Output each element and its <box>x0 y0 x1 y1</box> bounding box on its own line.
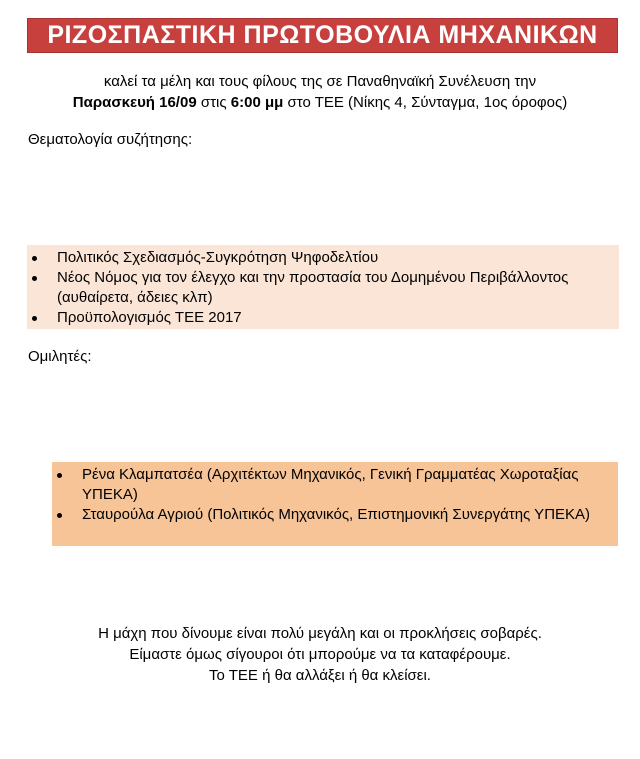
meeting-time: 6:00 μμ <box>230 94 284 111</box>
topics-label: Θεματολογία συζήτησης: <box>28 131 193 148</box>
speakers-box <box>52 462 618 546</box>
closing-line-3: Το ΤΕΕ ή θα αλλάξει ή θα κλείσει. <box>209 667 431 684</box>
header-banner <box>27 18 618 53</box>
meeting-day: Παρασκευή 16/09 <box>72 94 197 111</box>
meeting-venue: στο ΤΕΕ (Νίκης 4, Σύνταγμα, 1ος όροφος) <box>283 94 568 111</box>
list-item <box>27 308 619 328</box>
invitation-text <box>20 71 620 113</box>
bullet-icon <box>32 316 37 321</box>
speaker-text: Ρένα Κλαμπατσέα (Αρχιτέκτων Μηχανικός, Γενική Γραμματέας Χωροταξίας ΥΠΕΚΑ) <box>82 466 579 503</box>
topics-box <box>27 245 619 329</box>
closing-line-1: Η μάχη που δίνουμε είναι πολύ μεγάλη και οι προκλήσεις σοβαρές. <box>98 625 542 642</box>
speakers-list <box>52 462 618 525</box>
invitation-line-1: καλεί τα μέλη και τους φίλους της σε Παναθηναϊκή Συνέλευση την <box>103 73 537 90</box>
bullet-icon <box>57 473 62 478</box>
invitation-line-2 <box>20 92 620 113</box>
topic-text: Πολιτικός Σχεδιασμός-Συγκρότηση Ψηφοδελτίου <box>57 249 379 266</box>
closing-line-2: Είμαστε όμως σίγουροι ότι μπορούμε να τα καταφέρουμε. <box>129 646 511 663</box>
closing-text <box>20 623 620 686</box>
topic-text: Προϋπολογισμός ΤΕΕ 2017 <box>57 309 242 326</box>
list-item <box>27 268 619 308</box>
list-item <box>52 505 610 525</box>
speaker-text: Σταυρούλα Αγριού (Πολιτικός Μηχανικός, Επιστημονική Συνεργάτης ΥΠΕΚΑ) <box>82 506 591 523</box>
list-item <box>27 248 619 268</box>
invitation-at: στις <box>196 94 231 111</box>
page-title: ΡΙΖΟΣΠΑΣΤΙΚΗ ΠΡΩΤΟΒΟΥΛΙΑ ΜΗΧΑΝΙΚΩΝ <box>47 21 598 49</box>
bullet-icon <box>32 256 37 261</box>
bullet-icon <box>57 513 62 518</box>
list-item <box>52 465 610 505</box>
topic-text: Νέος Νόμος για τον έλεγχο και την προστασία του Δομημένου Περιβάλλοντος (αυθαίρετα, άδειες κλπ) <box>57 269 569 306</box>
speakers-label: Ομιλητές: <box>28 348 92 365</box>
bullet-icon <box>32 276 37 281</box>
topics-list <box>27 245 619 328</box>
